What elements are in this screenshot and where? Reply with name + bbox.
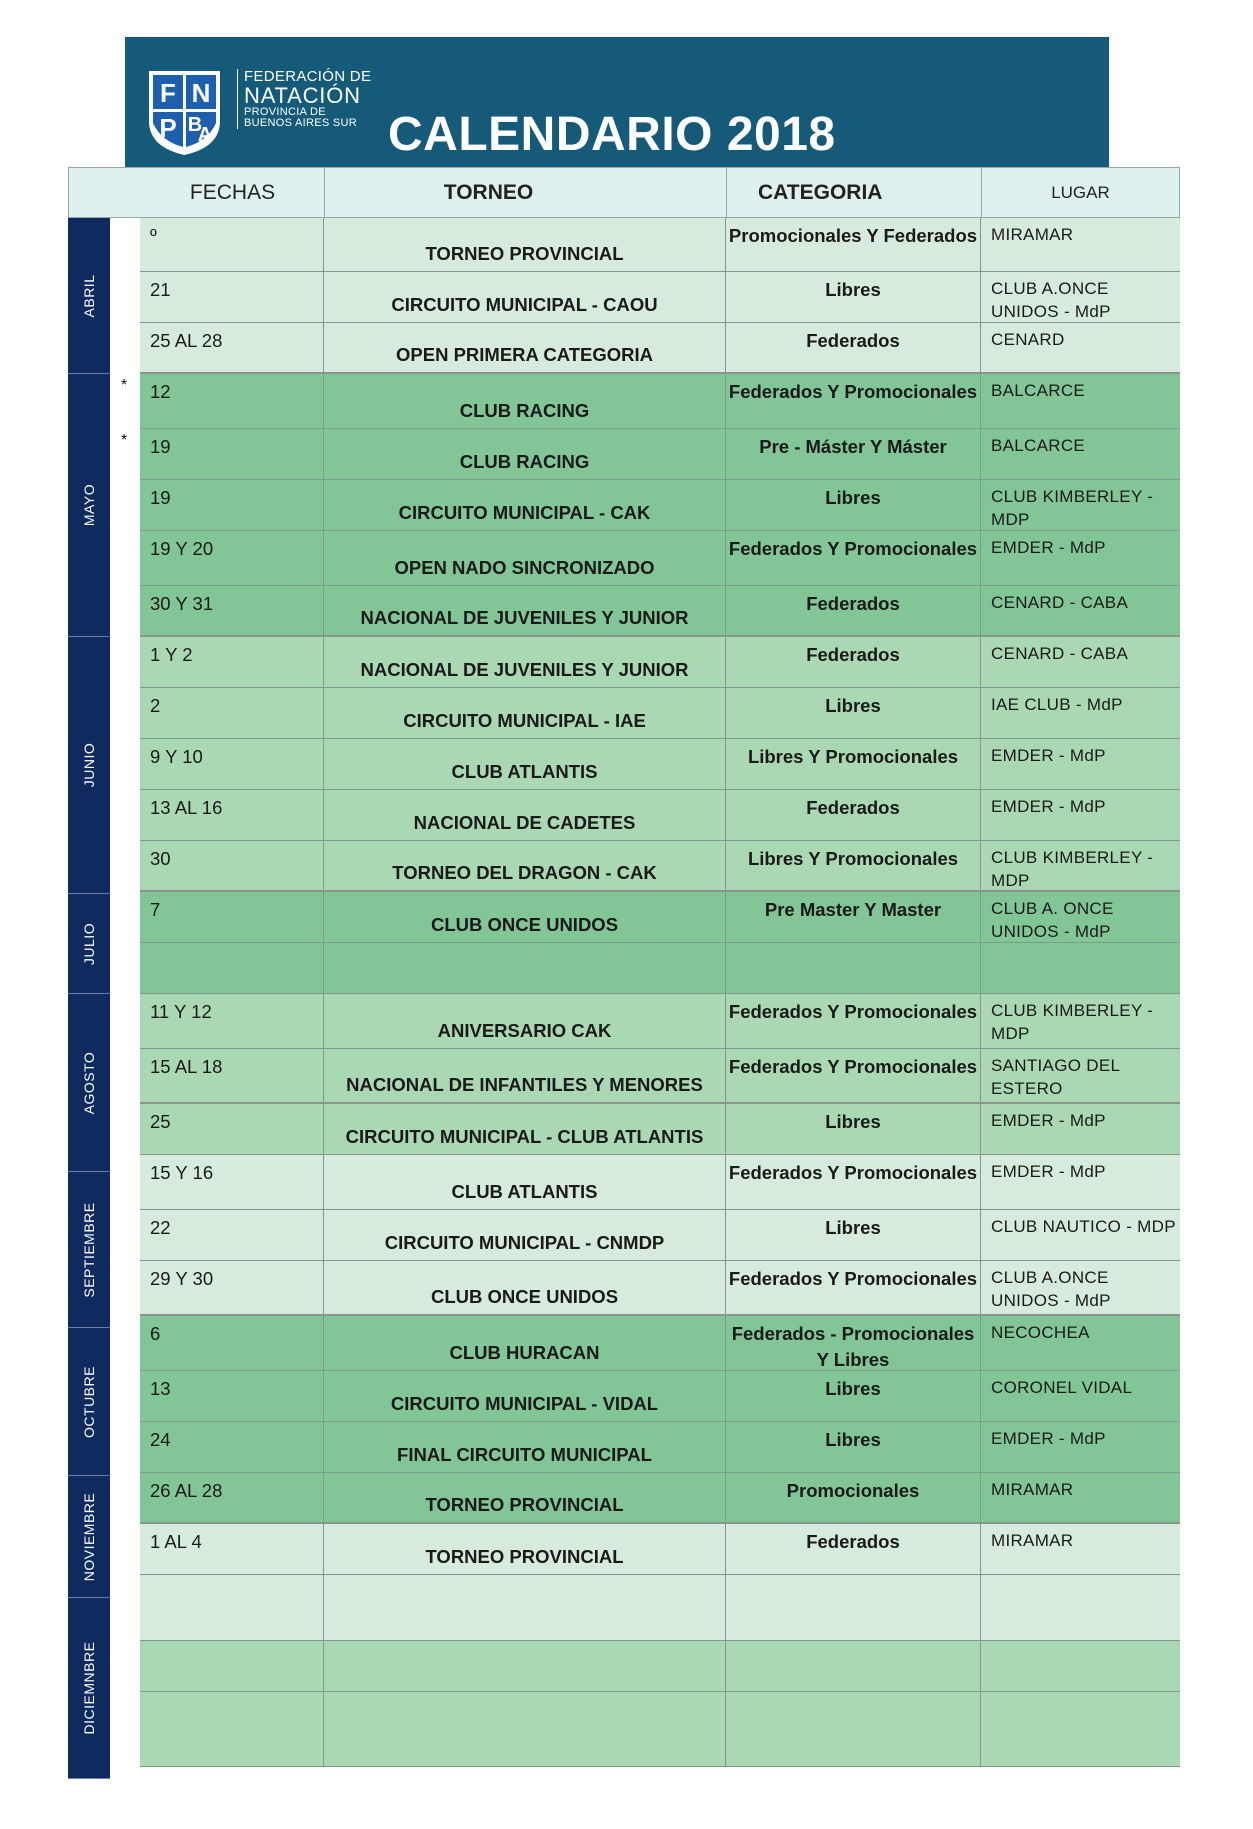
torneo-cell <box>324 1641 726 1691</box>
torneo-cell: CIRCUITO MUNICIPAL - CAOU <box>324 272 726 322</box>
column-categoria: CATEGORIA <box>727 168 982 217</box>
categoria-cell: Libres <box>726 688 981 738</box>
table-row <box>140 790 1180 841</box>
torneo-cell: NACIONAL DE CADETES <box>324 790 726 840</box>
torneo-cell: CLUB ONCE UNIDOS <box>324 892 726 942</box>
column-lugar: LUGAR <box>1051 183 1110 202</box>
month-label-noviembre <box>68 1476 110 1598</box>
categoria-cell: Libres <box>726 1104 981 1154</box>
table-row <box>140 480 1180 531</box>
torneo-cell: CIRCUITO MUNICIPAL - CNMDP <box>324 1210 726 1260</box>
lugar-cell: CLUB A. ONCE UNIDOS - MdP <box>991 899 1114 941</box>
table-row <box>140 531 1180 586</box>
torneo-cell: TORNEO PROVINCIAL <box>324 1524 726 1574</box>
torneo-cell: CLUB ATLANTIS <box>324 739 726 789</box>
month-label-mayo <box>68 374 110 637</box>
categoria-cell: Federados <box>726 790 981 840</box>
categoria-cell: Libres <box>726 1210 981 1260</box>
date-cell: 19 <box>140 480 324 530</box>
categoria-cell: Libres <box>726 480 981 530</box>
table-row <box>140 943 1180 994</box>
lugar-cell: EMDER - MdP <box>991 746 1106 765</box>
categoria-cell: Libres <box>726 1371 981 1421</box>
date-cell: 15 AL 18 <box>140 1049 324 1102</box>
logo-letter-f: F <box>160 78 176 108</box>
date-cell: 24 <box>140 1422 324 1472</box>
torneo-cell: CLUB ATLANTIS <box>324 1155 726 1209</box>
row-marker: * <box>121 377 128 394</box>
table-row <box>140 1575 1180 1641</box>
torneo-cell <box>324 943 726 993</box>
column-header-row <box>68 167 1180 218</box>
torneo-cell: FINAL CIRCUITO MUNICIPAL <box>324 1422 726 1472</box>
date-cell <box>140 1641 324 1691</box>
month-text: DICIEMNBRE <box>81 1641 97 1735</box>
table-row <box>140 841 1180 892</box>
lugar-cell: BALCARCE <box>991 381 1086 400</box>
month-label-abril <box>68 218 110 374</box>
categoria-cell: Federados <box>726 323 981 372</box>
lugar-cell: EMDER - MdP <box>991 1429 1106 1448</box>
date-cell: 29 Y 30 <box>140 1261 324 1314</box>
lugar-cell: MIRAMAR <box>991 225 1074 244</box>
table-row <box>140 739 1180 790</box>
torneo-cell: CIRCUITO MUNICIPAL - IAE <box>324 688 726 738</box>
table-row <box>140 586 1180 637</box>
month-text: OCTUBRE <box>81 1365 97 1438</box>
torneo-cell: CIRCUITO MUNICIPAL - VIDAL <box>324 1371 726 1421</box>
marker-gutter <box>110 218 140 1779</box>
date-cell: 19 Y 20 <box>140 531 324 585</box>
lugar-cell: BALCARCE <box>991 436 1086 455</box>
table-row <box>140 688 1180 739</box>
month-text: JULIO <box>81 922 97 965</box>
categoria-cell <box>726 1692 981 1766</box>
torneo-cell <box>324 1575 726 1640</box>
categoria-cell: Federados - Promocionales Y Libres <box>726 1316 981 1370</box>
column-torneo: TORNEO <box>325 168 727 217</box>
lugar-cell: NECOCHEA <box>991 1323 1090 1342</box>
lugar-cell: EMDER - MdP <box>991 538 1106 557</box>
categoria-cell: Federados <box>726 637 981 687</box>
logo-letter-p: P <box>159 113 177 143</box>
column-fechas: FECHAS <box>69 168 325 217</box>
table-row <box>140 637 1180 688</box>
fnpba-logo-icon <box>147 69 222 157</box>
date-cell: 7 <box>140 892 324 942</box>
lugar-cell: CORONEL VIDAL <box>991 1378 1133 1397</box>
torneo-cell: OPEN PRIMERA CATEGORIA <box>324 323 726 372</box>
table-row <box>140 1155 1180 1210</box>
table-row <box>140 1049 1180 1104</box>
categoria-cell: Promocionales Y Federados <box>726 218 981 271</box>
table-row <box>140 323 1180 374</box>
categoria-cell: Pre Master Y Master <box>726 892 981 942</box>
date-cell <box>140 943 324 993</box>
torneo-cell: NACIONAL DE INFANTILES Y MENORES <box>324 1049 726 1102</box>
categoria-cell: Federados Y Promocionales <box>726 1049 981 1102</box>
lugar-cell: CENARD - CABA <box>991 644 1129 663</box>
date-cell: 12 <box>140 374 324 428</box>
lugar-cell: SANTIAGO DEL ESTERO <box>991 1056 1120 1098</box>
torneo-cell: TORNEO PROVINCIAL <box>324 218 726 271</box>
lugar-cell: IAE CLUB - MdP <box>991 695 1123 714</box>
date-cell: 25 AL 28 <box>140 323 324 372</box>
date-cell: º <box>140 218 324 271</box>
date-cell: 13 <box>140 1371 324 1421</box>
lugar-cell <box>981 1641 1180 1691</box>
categoria-cell: Libres <box>726 1422 981 1472</box>
lugar-cell: MIRAMAR <box>991 1480 1074 1499</box>
lugar-cell: EMDER - MdP <box>991 1162 1106 1181</box>
table-row <box>140 1524 1180 1575</box>
table-row <box>140 1692 1180 1767</box>
lugar-cell: MIRAMAR <box>991 1531 1074 1550</box>
lugar-cell: CLUB KIMBERLEY - MDP <box>991 848 1154 890</box>
categoria-cell: Federados Y Promocionales <box>726 1261 981 1314</box>
date-cell: 11 Y 12 <box>140 994 324 1048</box>
lugar-cell <box>981 1692 1180 1766</box>
month-label-octubre <box>68 1328 110 1476</box>
table-row <box>140 272 1180 323</box>
date-cell: 13 AL 16 <box>140 790 324 840</box>
torneo-cell: CIRCUITO MUNICIPAL - CLUB ATLANTIS <box>324 1104 726 1154</box>
month-label-septiembre <box>68 1172 110 1328</box>
date-cell: 6 <box>140 1316 324 1370</box>
table-row <box>140 429 1180 480</box>
table-row <box>140 1316 1180 1371</box>
logo-letter-a: A <box>197 124 213 146</box>
categoria-cell <box>726 1641 981 1691</box>
date-cell: 21 <box>140 272 324 322</box>
lugar-cell: CENARD - CABA <box>991 593 1129 612</box>
federation-line-2: NATACIÓN <box>244 83 361 108</box>
lugar-cell: CENARD <box>991 330 1065 349</box>
torneo-cell: ANIVERSARIO CAK <box>324 994 726 1048</box>
lugar-cell: CLUB NAUTICO - MDP <box>991 1217 1176 1236</box>
categoria-cell: Federados <box>726 1524 981 1574</box>
lugar-cell: CLUB KIMBERLEY - MDP <box>991 487 1154 529</box>
torneo-cell: TORNEO PROVINCIAL <box>324 1473 726 1522</box>
torneo-cell <box>324 1692 726 1766</box>
month-label-julio <box>68 894 110 994</box>
page-header <box>125 37 1109 167</box>
lugar-cell: CLUB A.ONCE UNIDOS - MdP <box>991 1268 1111 1310</box>
table-row <box>140 374 1180 429</box>
date-cell: 9 Y 10 <box>140 739 324 789</box>
table-row <box>140 1371 1180 1422</box>
date-cell: 15 Y 16 <box>140 1155 324 1209</box>
table-row <box>140 1473 1180 1524</box>
torneo-cell: CLUB HURACAN <box>324 1316 726 1370</box>
month-text: JUNIO <box>81 742 97 788</box>
categoria-cell: Libres Y Promocionales <box>726 739 981 789</box>
month-label-junio <box>68 637 110 894</box>
date-cell <box>140 1692 324 1766</box>
date-cell: 25 <box>140 1104 324 1154</box>
table-row <box>140 1641 1180 1692</box>
month-label-diciemnbre <box>68 1598 110 1779</box>
date-cell: 2 <box>140 688 324 738</box>
date-cell: 26 AL 28 <box>140 1473 324 1522</box>
month-label-agosto <box>68 994 110 1172</box>
lugar-cell: CLUB KIMBERLEY - MDP <box>991 1001 1154 1043</box>
logo-letter-n: N <box>191 78 211 108</box>
table-row <box>140 218 1180 272</box>
federation-line-3: PROVINCIA DE <box>244 106 326 118</box>
categoria-cell <box>726 1575 981 1640</box>
categoria-cell: Federados Y Promocionales <box>726 994 981 1048</box>
lugar-cell: EMDER - MdP <box>991 1111 1106 1130</box>
categoria-cell <box>726 943 981 993</box>
date-cell <box>140 1575 324 1640</box>
month-text: AGOSTO <box>81 1051 97 1114</box>
torneo-cell: CLUB RACING <box>324 429 726 479</box>
logo-letter-b: B <box>187 114 203 136</box>
date-cell: 1 AL 4 <box>140 1524 324 1574</box>
lugar-cell: CLUB A.ONCE UNIDOS - MdP <box>991 279 1111 321</box>
lugar-cell <box>981 943 1180 993</box>
month-text: MAYO <box>81 483 97 527</box>
date-cell: 30 <box>140 841 324 890</box>
page-title: CALENDARIO 2018 <box>388 108 836 161</box>
table-row <box>140 892 1180 943</box>
categoria-cell: Promocionales <box>726 1473 981 1522</box>
table-row <box>140 1422 1180 1473</box>
table-row <box>140 1210 1180 1261</box>
table-row <box>140 1261 1180 1316</box>
categoria-cell: Pre - Máster Y Máster <box>726 429 981 479</box>
lugar-cell <box>981 1575 1180 1640</box>
federation-line-4: BUENOS AIRES SUR <box>244 117 357 129</box>
federation-name <box>237 69 371 129</box>
categoria-cell: Federados Y Promocionales <box>726 374 981 428</box>
categoria-cell: Federados Y Promocionales <box>726 531 981 585</box>
torneo-cell: CLUB RACING <box>324 374 726 428</box>
torneo-cell: CIRCUITO MUNICIPAL - CAK <box>324 480 726 530</box>
date-cell: 1 Y 2 <box>140 637 324 687</box>
torneo-cell: CLUB ONCE UNIDOS <box>324 1261 726 1314</box>
categoria-cell: Federados Y Promocionales <box>726 1155 981 1209</box>
table-row <box>140 994 1180 1049</box>
torneo-cell: OPEN NADO SINCRONIZADO <box>324 531 726 585</box>
torneo-cell: NACIONAL DE JUVENILES Y JUNIOR <box>324 586 726 635</box>
month-text: ABRIL <box>81 274 97 317</box>
categoria-cell: Libres Y Promocionales <box>726 841 981 890</box>
month-text: SEPTIEMBRE <box>81 1201 97 1298</box>
row-marker: * <box>121 432 128 449</box>
categoria-cell: Federados <box>726 586 981 635</box>
lugar-cell: EMDER - MdP <box>991 797 1106 816</box>
date-cell: 19 <box>140 429 324 479</box>
federation-line-1: FEDERACIÓN DE <box>244 68 372 85</box>
torneo-cell: TORNEO DEL DRAGON - CAK <box>324 841 726 890</box>
date-cell: 30 Y 31 <box>140 586 324 635</box>
table-row <box>140 1104 1180 1155</box>
categoria-cell: Libres <box>726 272 981 322</box>
torneo-cell: NACIONAL DE JUVENILES Y JUNIOR <box>324 637 726 687</box>
month-text: NOVIEMBRE <box>81 1492 97 1581</box>
date-cell: 22 <box>140 1210 324 1260</box>
